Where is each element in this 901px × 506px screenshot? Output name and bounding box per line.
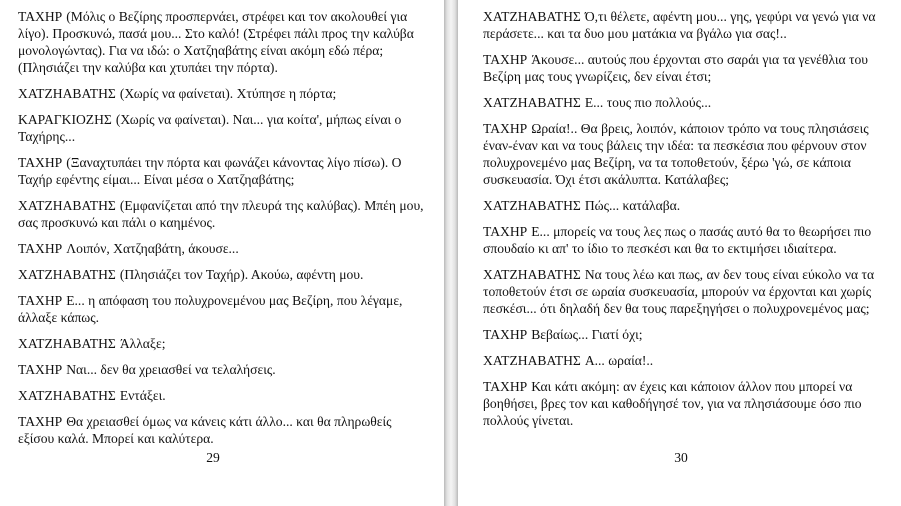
dialogue-line xyxy=(483,378,888,429)
dialogue-text: Θα χρειασθεί όμως να κάνεις κάτι άλλο... και θα πληρωθείς εξίσου καλά. Μπορεί και καλύτερα. xyxy=(18,414,392,446)
dialogue-line xyxy=(18,335,428,352)
speaker-name: ΧΑΤΖΗΑΒΑΤΗΣ xyxy=(18,267,116,282)
right-page xyxy=(458,0,901,506)
dialogue-text: Άλλαξε; xyxy=(119,336,166,351)
speaker-name: ΧΑΤΖΗΑΒΑΤΗΣ xyxy=(483,353,581,368)
page-number: 30 xyxy=(674,450,688,465)
dialogue-text: Βεβαίως... Γιατί όχι; xyxy=(531,327,643,342)
dialogue-text: (Ξαναχτυπάει την πόρτα και φωνάζει κάνοντας λίγο πίσω). Ο Ταχήρ εφέντης είμαι... Είναι μέσα ο Χατζηαβάτης; xyxy=(18,155,402,187)
dialogue-text: Ωραία!.. Θα βρεις, λοιπόν, κάποιον τρόπο να τους πλησιάσεις έναν-έναν και να τους βάλεις την ιδέα: τα πεσκέσια που φέρνουν στον πολυχρονεμένο μας Βεζίρη, να τα τοποθετούν, ξέρω 'γώ, σε κάποια συσκευασία. Όχι έτσι ακάλυπτα. Κατάλαβες; xyxy=(483,121,869,187)
speaker-name: ΧΑΤΖΗΑΒΑΤΗΣ xyxy=(483,198,581,213)
dialogue-text: Πώς... κατάλαβα. xyxy=(584,198,681,213)
dialogue-line xyxy=(18,266,428,283)
dialogue-text: Άκουσε... αυτούς που έρχονται στο σαράι για τα γενέθλια του Βεζίρη μας τους γνωρίζεις, δεν είναι έτσι; xyxy=(483,52,868,84)
speaker-name: ΤΑΧΗΡ xyxy=(18,155,63,170)
dialogue-line xyxy=(18,413,428,447)
dialogue-line xyxy=(483,120,888,188)
speaker-name: ΧΑΤΖΗΑΒΑΤΗΣ xyxy=(18,336,116,351)
speaker-name: ΤΑΧΗΡ xyxy=(483,121,528,136)
speaker-name: ΧΑΤΖΗΑΒΑΤΗΣ xyxy=(18,388,116,403)
speaker-name: ΧΑΤΖΗΑΒΑΤΗΣ xyxy=(18,198,116,213)
speaker-name: ΤΑΧΗΡ xyxy=(18,293,63,308)
dialogue-text: Εντάξει. xyxy=(119,388,166,403)
dialogue-line xyxy=(483,197,888,214)
speaker-name: ΧΑΤΖΗΑΒΑΤΗΣ xyxy=(483,267,581,282)
dialogue-line xyxy=(483,326,888,343)
dialogue-text: Α... ωραία!.. xyxy=(584,353,654,368)
speaker-name: ΤΑΧΗΡ xyxy=(483,52,528,67)
dialogue-text: (Εμφανίζεται από την πλευρά της καλύβας). Μπέη μου, σας προσκυνώ και πάλι ο καημένος. xyxy=(18,198,424,230)
dialogue-line xyxy=(18,85,428,102)
dialogue-line xyxy=(483,51,888,85)
dialogue-text: Ε... μπορείς να τους λες πως ο πασάς αυτό θα το θεωρήσει πιο σπουδαίο κι απ' το ίδιο το πεσκέσι και θα το εκτιμήσει ιδιαίτερα. xyxy=(483,224,872,256)
speaker-name: ΤΑΧΗΡ xyxy=(18,414,63,429)
dialogue-line xyxy=(18,240,428,257)
dialogue-text: Λοιπόν, Χατζηαβάτη, άκουσε... xyxy=(66,241,239,256)
speaker-name: ΤΑΧΗΡ xyxy=(483,327,528,342)
speaker-name: ΚΑΡΑΓΚΙΟΖΗΣ xyxy=(18,112,112,127)
dialogue-text: Και κάτι ακόμη: αν έχεις και κάποιον άλλον που μπορεί να βοηθήσει, βρες τον και καθοδήγησέ τον, για να πλησιάσουμε όσο πιο πολλούς γίνεται. xyxy=(483,379,862,428)
speaker-name: ΧΑΤΖΗΑΒΑΤΗΣ xyxy=(483,95,581,110)
dialogue-text: (Μόλις ο Βεζίρης προσπερνάει, στρέφει και τον ακολουθεί για λίγο). Προσκυνώ, πασά μου... Στο καλό! (Στρέφει πάλι προς την καλύβα μονολογώντας). Για να ιδώ: ο Χατζηαβάτης είναι ακόμη εδώ πέρα; (Πλησιάζει την καλύβα και χτυπάει την πόρτα). xyxy=(18,9,414,75)
dialogue-text: Ε... τους πιο πολλούς... xyxy=(584,95,712,110)
dialogue-text: Ε... η απόφαση του πολυχρονεμένου μας Βεζίρη, που λέγαμε, άλλαξε κάπως. xyxy=(18,293,403,325)
speaker-name: ΤΑΧΗΡ xyxy=(483,224,528,239)
speaker-name: ΧΑΤΖΗΑΒΑΤΗΣ xyxy=(483,9,581,24)
left-page-text xyxy=(18,8,428,456)
dialogue-line xyxy=(483,352,888,369)
speaker-name: ΧΑΤΖΗΑΒΑΤΗΣ xyxy=(18,86,116,101)
dialogue-line xyxy=(18,111,428,145)
dialogue-line xyxy=(18,154,428,188)
dialogue-line xyxy=(18,292,428,326)
book-spine-divider xyxy=(444,0,458,506)
dialogue-text: (Χωρίς να φαίνεται). Χτύπησε η πόρτα; xyxy=(119,86,337,101)
dialogue-text: (Χωρίς να φαίνεται). Ναι... για κοίτα', μήπως είναι ο Ταχήρης... xyxy=(18,112,402,144)
speaker-name: ΤΑΧΗΡ xyxy=(483,379,528,394)
page-number: 29 xyxy=(206,450,220,465)
dialogue-line xyxy=(18,361,428,378)
speaker-name: ΤΑΧΗΡ xyxy=(18,362,63,377)
right-page-text xyxy=(483,8,888,438)
left-page xyxy=(0,0,444,506)
dialogue-text: Ό,τι θέλετε, αφέντη μου... γης, γεφύρι να γενώ για να περάσετε... και τα δυο μου ματάκια να βγάλω για σας!.. xyxy=(483,9,876,41)
dialogue-text: Ναι... δεν θα χρειασθεί να τελαλήσεις. xyxy=(66,362,276,377)
dialogue-line xyxy=(18,387,428,404)
dialogue-line xyxy=(483,8,888,42)
dialogue-line xyxy=(18,197,428,231)
dialogue-line xyxy=(483,94,888,111)
speaker-name: ΤΑΧΗΡ xyxy=(18,241,63,256)
dialogue-line xyxy=(483,223,888,257)
dialogue-line xyxy=(18,8,428,76)
dialogue-text: Να τους λέω και πως, αν δεν τους είναι εύκολο να τα τοποθετούν έτσι σε ωραία συσκευασία, μπορούν να έρχονται και χωρίς πεσκέσι... ότι δηλαδή δεν θα τους παρεξηγήσει ο πολυχρονεμένος μας; xyxy=(483,267,875,316)
speaker-name: ΤΑΧΗΡ xyxy=(18,9,63,24)
dialogue-line xyxy=(483,266,888,317)
dialogue-text: (Πλησιάζει τον Ταχήρ). Ακούω, αφέντη μου. xyxy=(119,267,364,282)
